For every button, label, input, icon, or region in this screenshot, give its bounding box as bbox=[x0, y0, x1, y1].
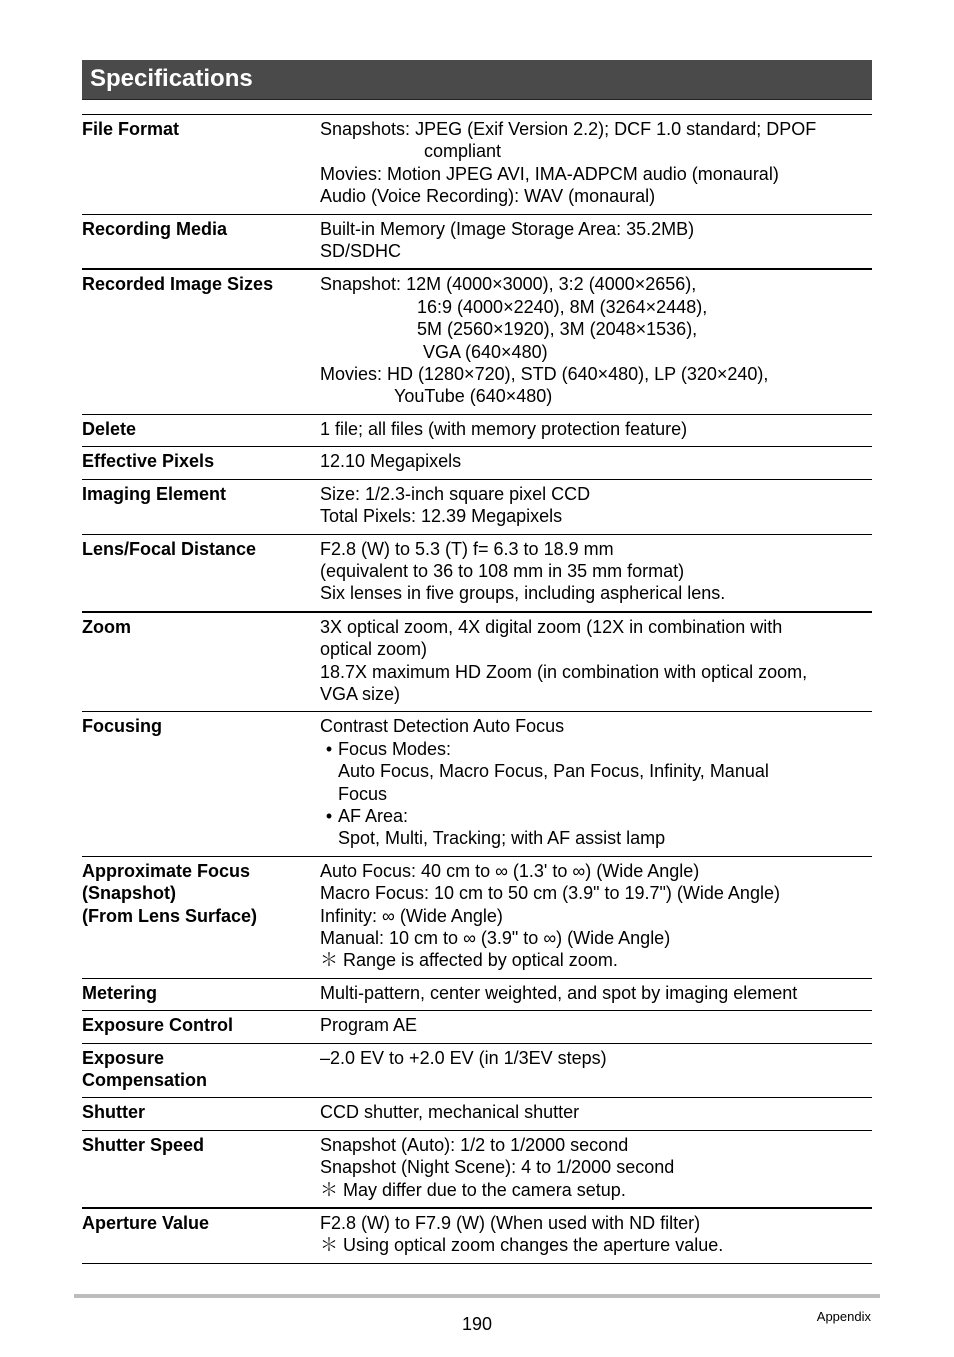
row-label: Recorded Image Sizes bbox=[82, 269, 320, 414]
value-line: Focus bbox=[338, 783, 388, 804]
value-line: SD/SDHC bbox=[320, 241, 402, 262]
value-line: Contrast Detection Auto Focus bbox=[320, 716, 565, 737]
row-value bbox=[320, 414, 872, 446]
row-label bbox=[82, 1043, 320, 1098]
label-line: Exposure bbox=[82, 1047, 165, 1068]
row-value bbox=[320, 1011, 872, 1043]
row-value bbox=[320, 978, 872, 1010]
label-line: (From Lens Surface) bbox=[82, 905, 258, 926]
value-line: Auto Focus, Macro Focus, Pan Focus, Infinity, Manual bbox=[338, 761, 769, 782]
value-line: Multi-pattern, center weighted, and spot by imaging element bbox=[320, 982, 798, 1003]
value-line: YouTube (640×480) bbox=[394, 386, 553, 407]
note-line: ＊ Using optical zoom changes the aperture value. bbox=[320, 1235, 724, 1256]
table-row bbox=[82, 856, 872, 978]
value-line: 18.7X maximum HD Zoom (in combination with optical zoom, bbox=[320, 661, 808, 682]
table-row bbox=[82, 115, 872, 215]
row-label: Shutter Speed bbox=[82, 1130, 320, 1208]
value-line: 1 file; all files (with memory protection feature) bbox=[320, 418, 688, 439]
footer-divider bbox=[74, 1294, 880, 1298]
row-value bbox=[320, 447, 872, 479]
row-value bbox=[320, 1130, 872, 1208]
row-label: Recording Media bbox=[82, 214, 320, 269]
value-line: Snapshot: 12M (4000×3000), 3:2 (4000×2656), bbox=[320, 274, 697, 295]
value-line: Snapshot (Auto): 1/2 to 1/2000 second bbox=[320, 1134, 629, 1155]
table-row bbox=[82, 479, 872, 534]
row-value bbox=[320, 269, 872, 414]
table-row bbox=[82, 1011, 872, 1043]
value-line: Built-in Memory (Image Storage Area: 35.2MB) bbox=[320, 218, 695, 239]
row-label: Zoom bbox=[82, 612, 320, 712]
value-line: (equivalent to 36 to 108 mm in 35 mm format) bbox=[320, 560, 685, 581]
specifications-table bbox=[82, 114, 872, 1264]
row-value bbox=[320, 1208, 872, 1263]
value-line: Movies: HD (1280×720), STD (640×480), LP (320×240), bbox=[320, 364, 769, 385]
value-line: optical zoom) bbox=[320, 639, 428, 660]
value-line: Audio (Voice Recording): WAV (monaural) bbox=[320, 186, 656, 207]
row-label: Delete bbox=[82, 414, 320, 446]
table-row bbox=[82, 1098, 872, 1130]
bullet-line: • Focus Modes: bbox=[320, 738, 872, 760]
value-line: Six lenses in five groups, including aspherical lens. bbox=[320, 583, 726, 604]
row-label: Imaging Element bbox=[82, 479, 320, 534]
value-line: Size: 1/2.3-inch square pixel CCD bbox=[320, 483, 591, 504]
row-label: Effective Pixels bbox=[82, 447, 320, 479]
row-value bbox=[320, 479, 872, 534]
value-line: 12.10 Megapixels bbox=[320, 451, 462, 472]
row-label: Shutter bbox=[82, 1098, 320, 1130]
label-line: Approximate Focus bbox=[82, 860, 251, 881]
row-value bbox=[320, 534, 872, 612]
bullet-line: • AF Area: bbox=[320, 805, 872, 827]
row-label: File Format bbox=[82, 115, 320, 215]
label-line: Compensation bbox=[82, 1070, 208, 1091]
value-line: F2.8 (W) to F7.9 (W) (When used with ND filter) bbox=[320, 1213, 701, 1234]
value-line: Macro Focus: 10 cm to 50 cm (3.9" to 19.7") (Wide Angle) bbox=[320, 883, 780, 904]
table-row bbox=[82, 1043, 872, 1098]
row-label: Lens/Focal Distance bbox=[82, 534, 320, 612]
page-number: 190 bbox=[461, 1314, 493, 1334]
value-line: –2.0 EV to +2.0 EV (in 1/3EV steps) bbox=[320, 1047, 607, 1068]
row-label: Aperture Value bbox=[82, 1208, 320, 1263]
value-line: Total Pixels: 12.39 Megapixels bbox=[320, 506, 563, 527]
row-label bbox=[82, 856, 320, 978]
row-value bbox=[320, 1043, 872, 1098]
section-label: Appendix bbox=[816, 1309, 871, 1324]
value-line: VGA size) bbox=[320, 683, 401, 704]
table-row bbox=[82, 978, 872, 1010]
value-line: compliant bbox=[424, 141, 502, 162]
table-row bbox=[82, 269, 872, 414]
table-row bbox=[82, 447, 872, 479]
value-line: VGA (640×480) bbox=[423, 341, 548, 362]
table-row bbox=[82, 712, 872, 856]
table-row bbox=[82, 414, 872, 446]
value-line: F2.8 (W) to 5.3 (T) f= 6.3 to 18.9 mm bbox=[320, 538, 614, 559]
row-label: Exposure Control bbox=[82, 1011, 320, 1043]
value-line: Infinity: ∞ (Wide Angle) bbox=[320, 905, 503, 926]
row-value bbox=[320, 214, 872, 269]
table-row bbox=[82, 214, 872, 269]
value-line: CCD shutter, mechanical shutter bbox=[320, 1102, 580, 1123]
table-row bbox=[82, 1208, 872, 1263]
note-line: ＊ Range is affected by optical zoom. bbox=[320, 950, 618, 971]
row-value bbox=[320, 612, 872, 712]
value-line: Spot, Multi, Tracking; with AF assist lamp bbox=[338, 828, 666, 849]
table-row bbox=[82, 1130, 872, 1208]
value-line: Manual: 10 cm to ∞ (3.9" to ∞) (Wide Angle) bbox=[320, 928, 671, 948]
row-label: Focusing bbox=[82, 712, 320, 856]
row-value bbox=[320, 1098, 872, 1130]
value-line: Program AE bbox=[320, 1015, 418, 1036]
label-line: (Snapshot) bbox=[82, 883, 176, 904]
row-value bbox=[320, 712, 872, 856]
table-row bbox=[82, 612, 872, 712]
row-value bbox=[320, 115, 872, 215]
value-line: 16:9 (4000×2240), 8M (3264×2448), bbox=[417, 296, 708, 317]
value-line: Snapshots: JPEG (Exif Version 2.2); DCF 1.0 standard; DPOF bbox=[320, 119, 817, 139]
table-row bbox=[82, 534, 872, 612]
note-line: ＊ May differ due to the camera setup. bbox=[320, 1179, 626, 1200]
row-label: Metering bbox=[82, 978, 320, 1010]
section-header-bar bbox=[82, 60, 872, 100]
value-line: 3X optical zoom, 4X digital zoom (12X in combination with bbox=[320, 616, 783, 637]
value-line: Movies: Motion JPEG AVI, IMA-ADPCM audio (monaural) bbox=[320, 163, 779, 184]
page-title: Specifications bbox=[90, 65, 253, 92]
value-line: 5M (2560×1920), 3M (2048×1536), bbox=[417, 319, 698, 340]
row-value bbox=[320, 856, 872, 978]
value-line: Snapshot (Night Scene): 4 to 1/2000 second bbox=[320, 1157, 675, 1178]
value-line: Auto Focus: 40 cm to ∞ (1.3' to ∞) (Wide Angle) bbox=[320, 860, 700, 881]
